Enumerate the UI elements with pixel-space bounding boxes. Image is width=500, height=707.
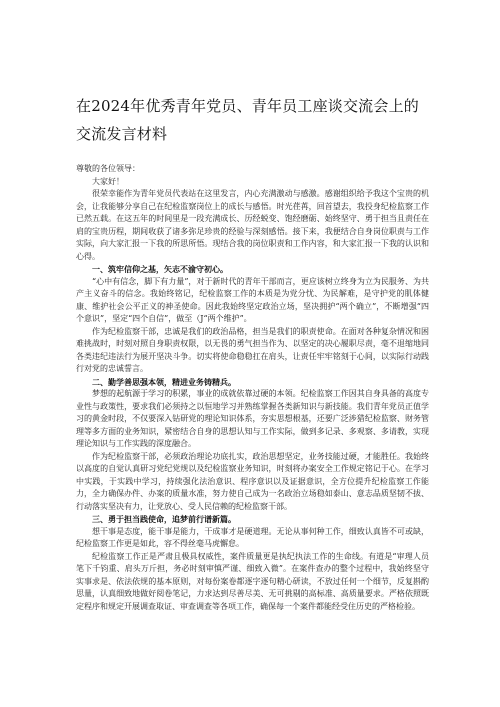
section-3-paragraph-2: 纪检监察工作正是严肃且极具权威性，案件质量更是执纪执法工作的生命线。有道是“审理人员笔下千钧重、肩头万斤担，务必时刻审慎严谨、细致入微”。在案件查办的整个过程中，我始终坚守实事求是、依法依规的基本原则，对每份案卷都逐字逐句精心研读，不放过任何一个细节，反复斟酌思量，认真细致地做好阅卷笔记，力求达到尽善尽美、无可挑剔的高标准、高质量要求。严格依照既定程序和规定开展调查取证、审查调查等各项工作，确保每一个案件都能经受住历史的严格检验。 xyxy=(76,551,429,611)
section-3-paragraph-1: 想干事是态度，能干事是能力，干成事才是硬道理。无论从事何种工作，细致认真皆不可或缺，纪检监察工作更是如此，容不得丝毫马虎懈怠。 xyxy=(76,526,429,548)
section-heading-3: 三、勇于担当践使命，追梦前行谱新篇。 xyxy=(92,514,236,524)
salutation: 大家好！ xyxy=(92,176,124,186)
section-1-paragraph-2: 作为纪检监察干部，忠诚是我们的政治品格，担当是我们的职责使命。在面对各种复杂情况和困难挑战时，时刻对照自身职责权限，以无畏的勇气担当作为、以坚定的决心履职尽责，毫不退缩地同各类违纪违法行为展开坚决斗争。切实将使命稳稳扛在肩头，让责任牢牢铭刻于心间，以实际行动践行对党的忠诚誓言。 xyxy=(76,326,429,373)
intro-paragraph: 很荣幸能作为青年党员代表站在这里发言，内心充满激动与感激。感谢组织给予我这个宝贵的机会，让我能够分享自己在纪检监察岗位上的成长与感悟。时光荏苒，回首望去，我投身纪检监察工作已然五载。在这五年的时间里是一段充满成长、历经蜕变、饱经磨砺、始终坚守、勇于担当且责任在肩的宝贵历程，期间收获了诸多弥足珍贵的经验与深刻感悟。接下来，我便结合自身岗位职责与工作实际，向大家汇报一下我的所思所悟。现结合我的岗位职责和工作内容，和大家汇报一下我的认识和心得。 xyxy=(76,189,429,261)
section-2-paragraph-1: 梦想的起航源于学习的积累，事业的成就依靠过硬的本领。纪检监察工作因其自身具备的高度专业性与政策性，要求我们必须持之以恒地学习并熟练掌握各类新知识与新技能。我们青年党员正值学习的黄金时段，不仅要深入钻研党的理论知识体系，夯实思想根基，还要广泛涉猎纪检监察、财务管理等多方面的业务知识，紧密结合自身的思想认知与工作实际，做到多记录、多观察、多请教，实现理论知识与工作实践的深度融合。 xyxy=(76,389,429,448)
section-2-paragraph-2: 作为纪检监察干部，必须政治理论功底扎实，政治思想坚定，业务技能过硬，才能胜任。我始终以高度的自觉认真研习党纪党规以及纪检监察业务知识，时刻将办案安全工作规定铭记于心。在学习中实践，于实践中学习，持续强化法治意识、程序意识以及证据意识，全方位提升纪检监察工作能力，全力确保办件、办案的质量水准，努力使自己成为一名政治立场稳如泰山、意志品质坚韧不拔、行动落实坚决有力，让党放心、受人民信赖的纪检监察干部。 xyxy=(76,451,429,511)
section-heading-2: 二、勤学善思强本领，精进业务铸精兵。 xyxy=(92,376,236,387)
document-title xyxy=(76,92,436,148)
title-line-2: 交流发言材料 xyxy=(76,125,168,143)
document-body xyxy=(76,163,429,613)
section-1-paragraph-1: “心中有信念，脚下有力量”，对于新时代的青年干部而言，更应该树立终身为立为民服务、为共产主义奋斗的信念。我始终铭记，纪检监察工作的本质是为党分忧、为民解难，是守护党的肌体健康、维护社会公平正义的神圣使命。因此我始终坚定政治立场，坚决拥护“两个确立”，不断增强“四个意识”，坚定“四个自信”，做至（J“两个维护”。 xyxy=(76,276,429,323)
greeting: 尊敬的各位领导： xyxy=(76,164,140,173)
section-heading-1: 一、筑牢信仰之基，矢志不渝守初心。 xyxy=(92,264,228,274)
title-line-1: 在2024年优秀青年党员、青年员工座谈交流会上的 xyxy=(76,97,419,115)
